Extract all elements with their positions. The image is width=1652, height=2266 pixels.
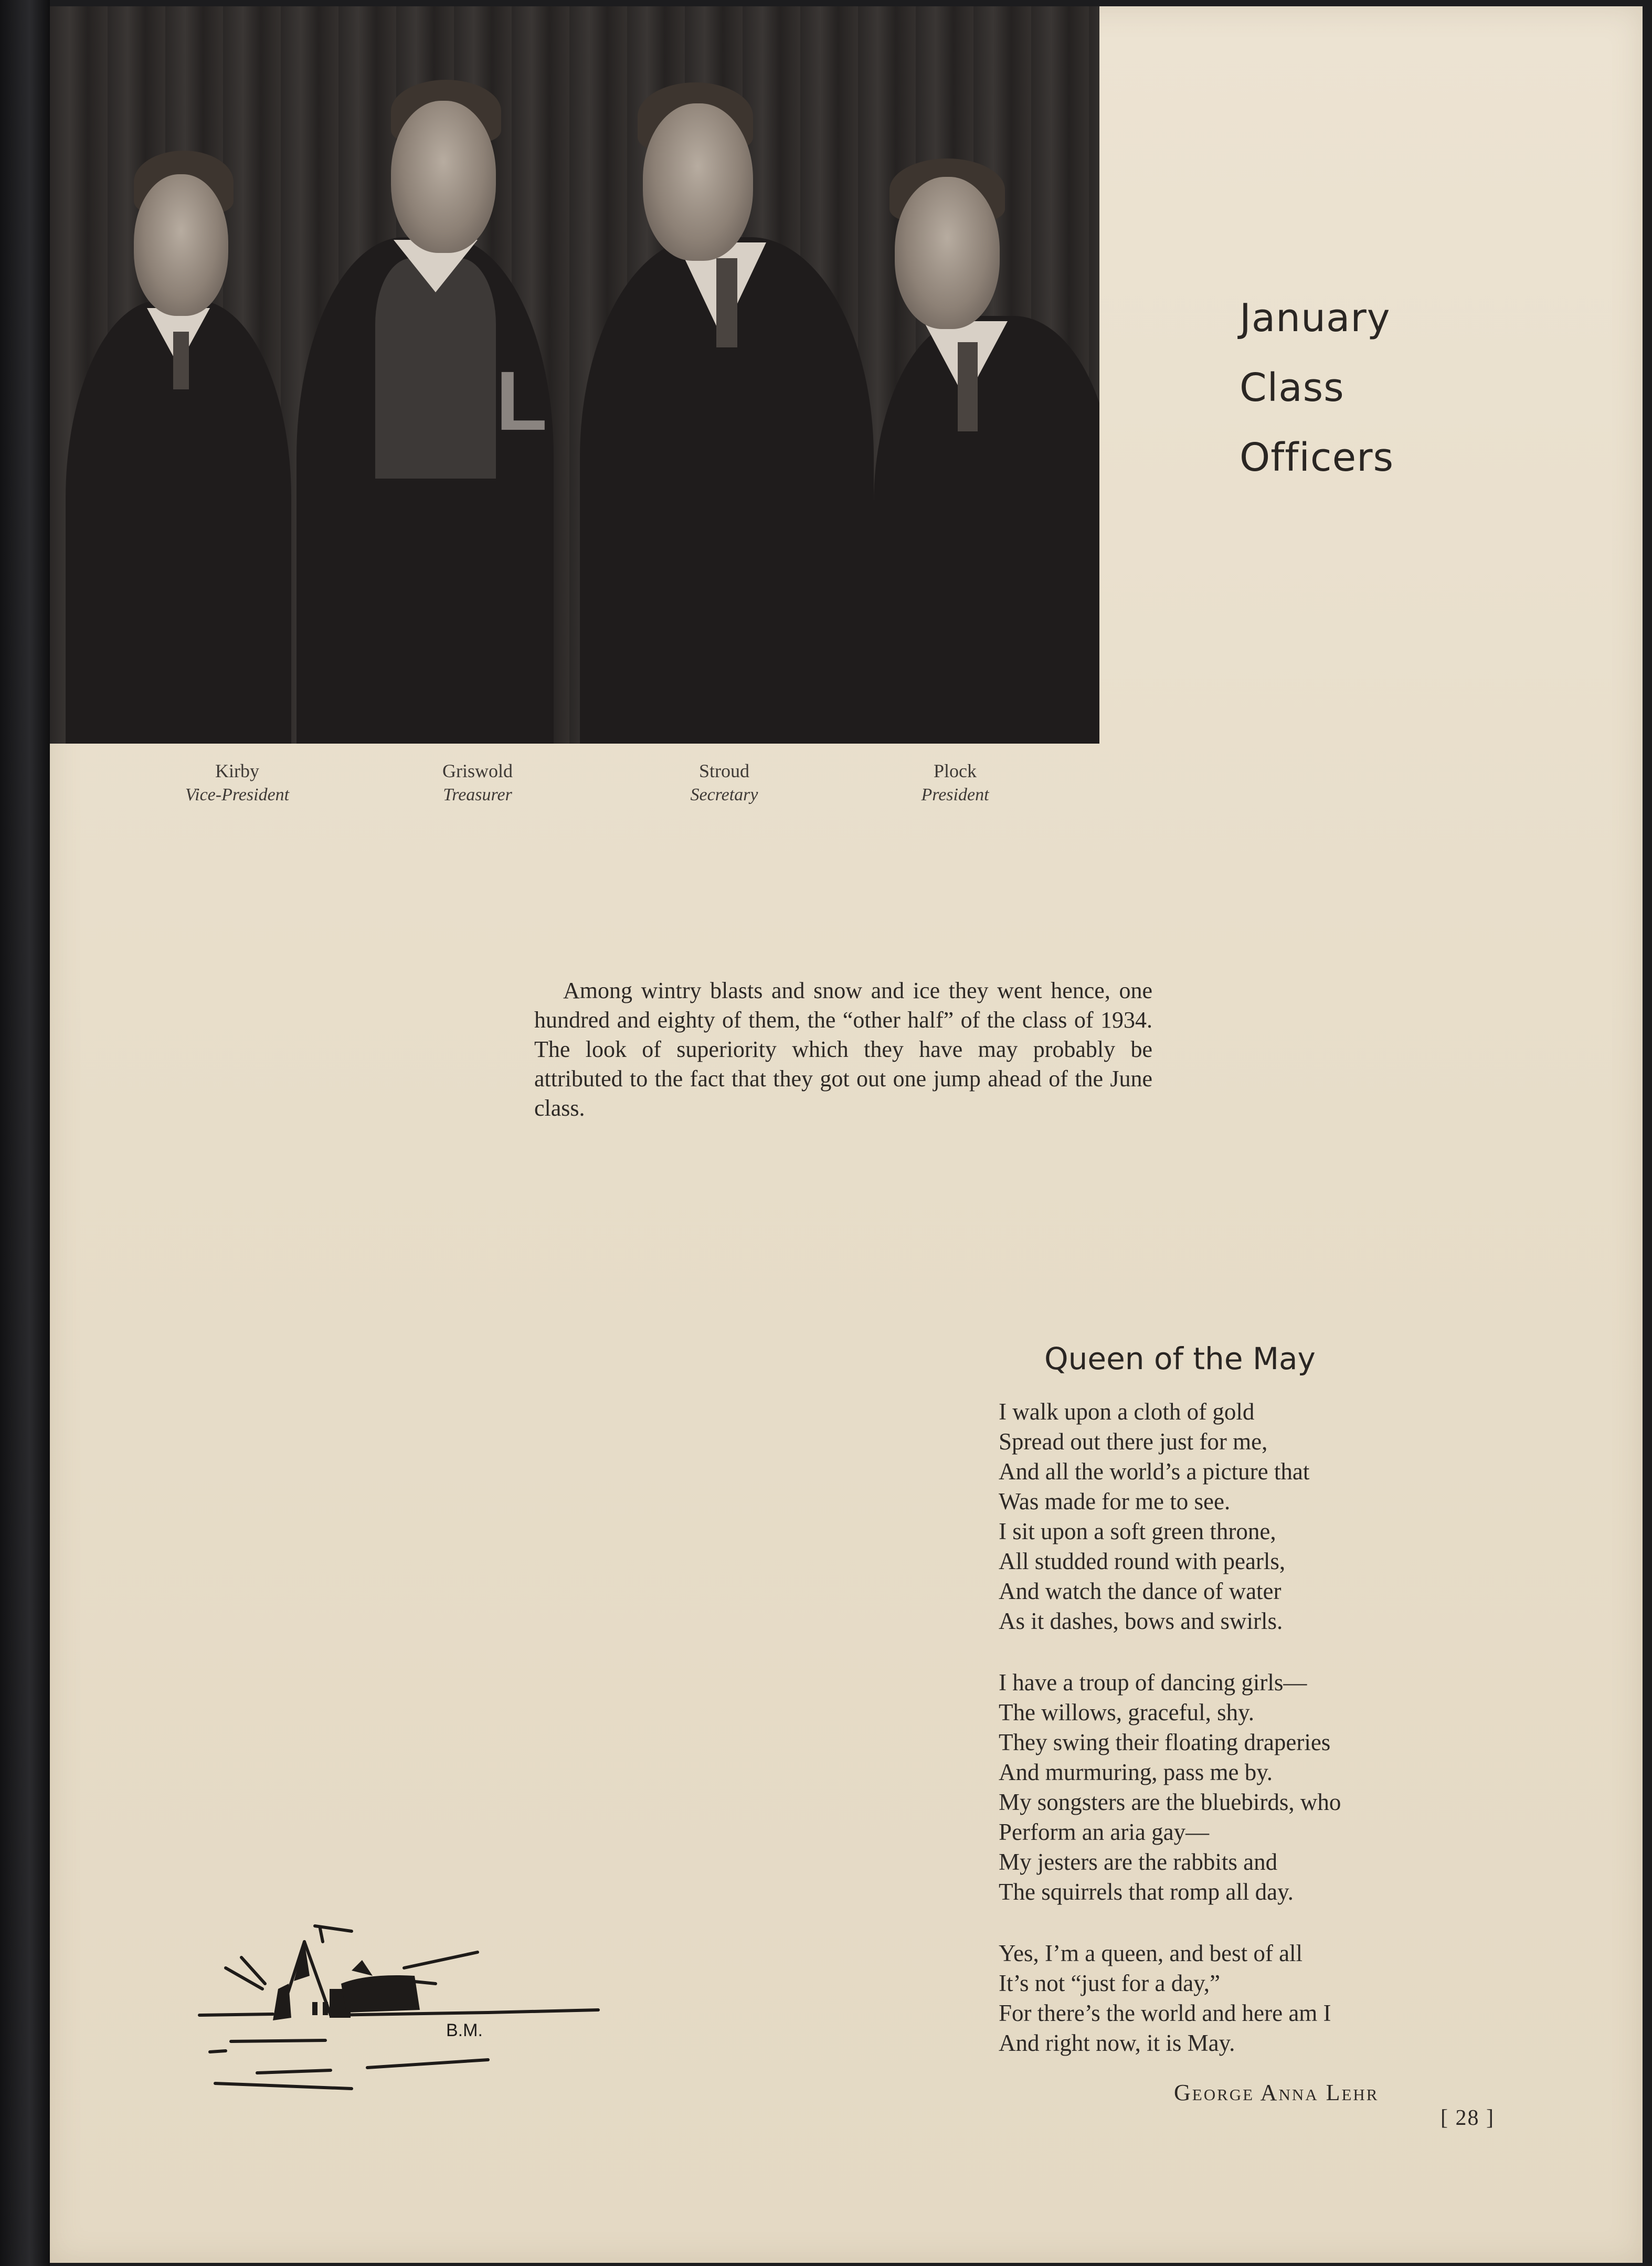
officer-name: Griswold — [442, 760, 513, 781]
heading-line: Officers — [1240, 435, 1394, 480]
poem-line: And murmuring, pass me by. — [999, 1759, 1273, 1785]
poem-line: As it dashes, bows and swirls. — [999, 1608, 1283, 1634]
poem-line: And watch the dance of water — [999, 1578, 1282, 1604]
officer-role: Secretary — [690, 785, 758, 804]
poem-line: My jesters are the rabbits and — [999, 1849, 1278, 1875]
poem-stanza — [999, 1397, 1460, 1636]
poem-line: Yes, I’m a queen, and best of all — [999, 1940, 1303, 1966]
poem-line: Perform an aria gay— — [999, 1819, 1210, 1845]
class-officers-photo — [50, 6, 1099, 744]
page-heading — [1240, 283, 1394, 493]
officer-role: Treasurer — [443, 785, 512, 804]
poem-stanza — [999, 1668, 1460, 1907]
sweater-letter: L — [496, 354, 547, 448]
poem-line: I walk upon a cloth of gold — [999, 1399, 1255, 1425]
poem-line: Was made for me to see. — [999, 1488, 1231, 1515]
poem-line: All studded round with pearls, — [999, 1548, 1286, 1574]
page-number: [ 28 ] — [1441, 2106, 1495, 2130]
officer-name: Plock — [933, 760, 977, 781]
poem-body — [999, 1397, 1460, 2090]
poem-line: For there’s the world and here am I — [999, 2000, 1331, 2026]
officer-name: Kirby — [215, 760, 259, 781]
poem-title: Queen of the May — [1044, 1341, 1316, 1376]
caption-griswold — [383, 758, 572, 807]
caption-kirby — [143, 758, 332, 807]
cottage-sketch — [194, 1910, 609, 2104]
heading-line: Class — [1240, 365, 1344, 410]
caption-plock — [861, 758, 1050, 807]
poem-line: Spread out there just for me, — [999, 1428, 1268, 1455]
poem-line: The willows, graceful, shy. — [999, 1699, 1254, 1725]
officer-role: President — [921, 785, 989, 804]
class-description-paragraph: Among wintry blasts and snow and ice they went hence, one hundred and eighty of them, the “other half” of the class of 1934. The look of superiority which they have may probably be attributed to the fact that they got out one jump ahead of the June class. — [534, 978, 1152, 1121]
poem-line: I have a troup of dancing girls— — [999, 1669, 1307, 1696]
officer-role: Vice-President — [185, 785, 290, 804]
poem-line: The squirrels that romp all day. — [999, 1879, 1294, 1905]
officer-figure-kirby — [50, 6, 1099, 744]
poem-line: It’s not “just for a day,” — [999, 1970, 1220, 1996]
sketch-signature: B.M. — [446, 2020, 483, 2040]
poem-line: And right now, it is May. — [999, 2030, 1235, 2056]
poem-line: And all the world’s a picture that — [999, 1458, 1310, 1485]
heading-line: January — [1240, 295, 1391, 341]
officer-name: Stroud — [698, 760, 749, 781]
poem-stanza — [999, 1939, 1460, 2058]
caption-stroud — [630, 758, 819, 807]
poem-line: They swing their floating draperies — [999, 1729, 1331, 1755]
poem-line: My songsters are the bluebirds, who — [999, 1789, 1341, 1815]
book-binding — [0, 0, 50, 2266]
poem-line: I sit upon a soft green throne, — [999, 1518, 1276, 1544]
poem-author: George Anna Lehr — [1174, 2080, 1379, 2105]
